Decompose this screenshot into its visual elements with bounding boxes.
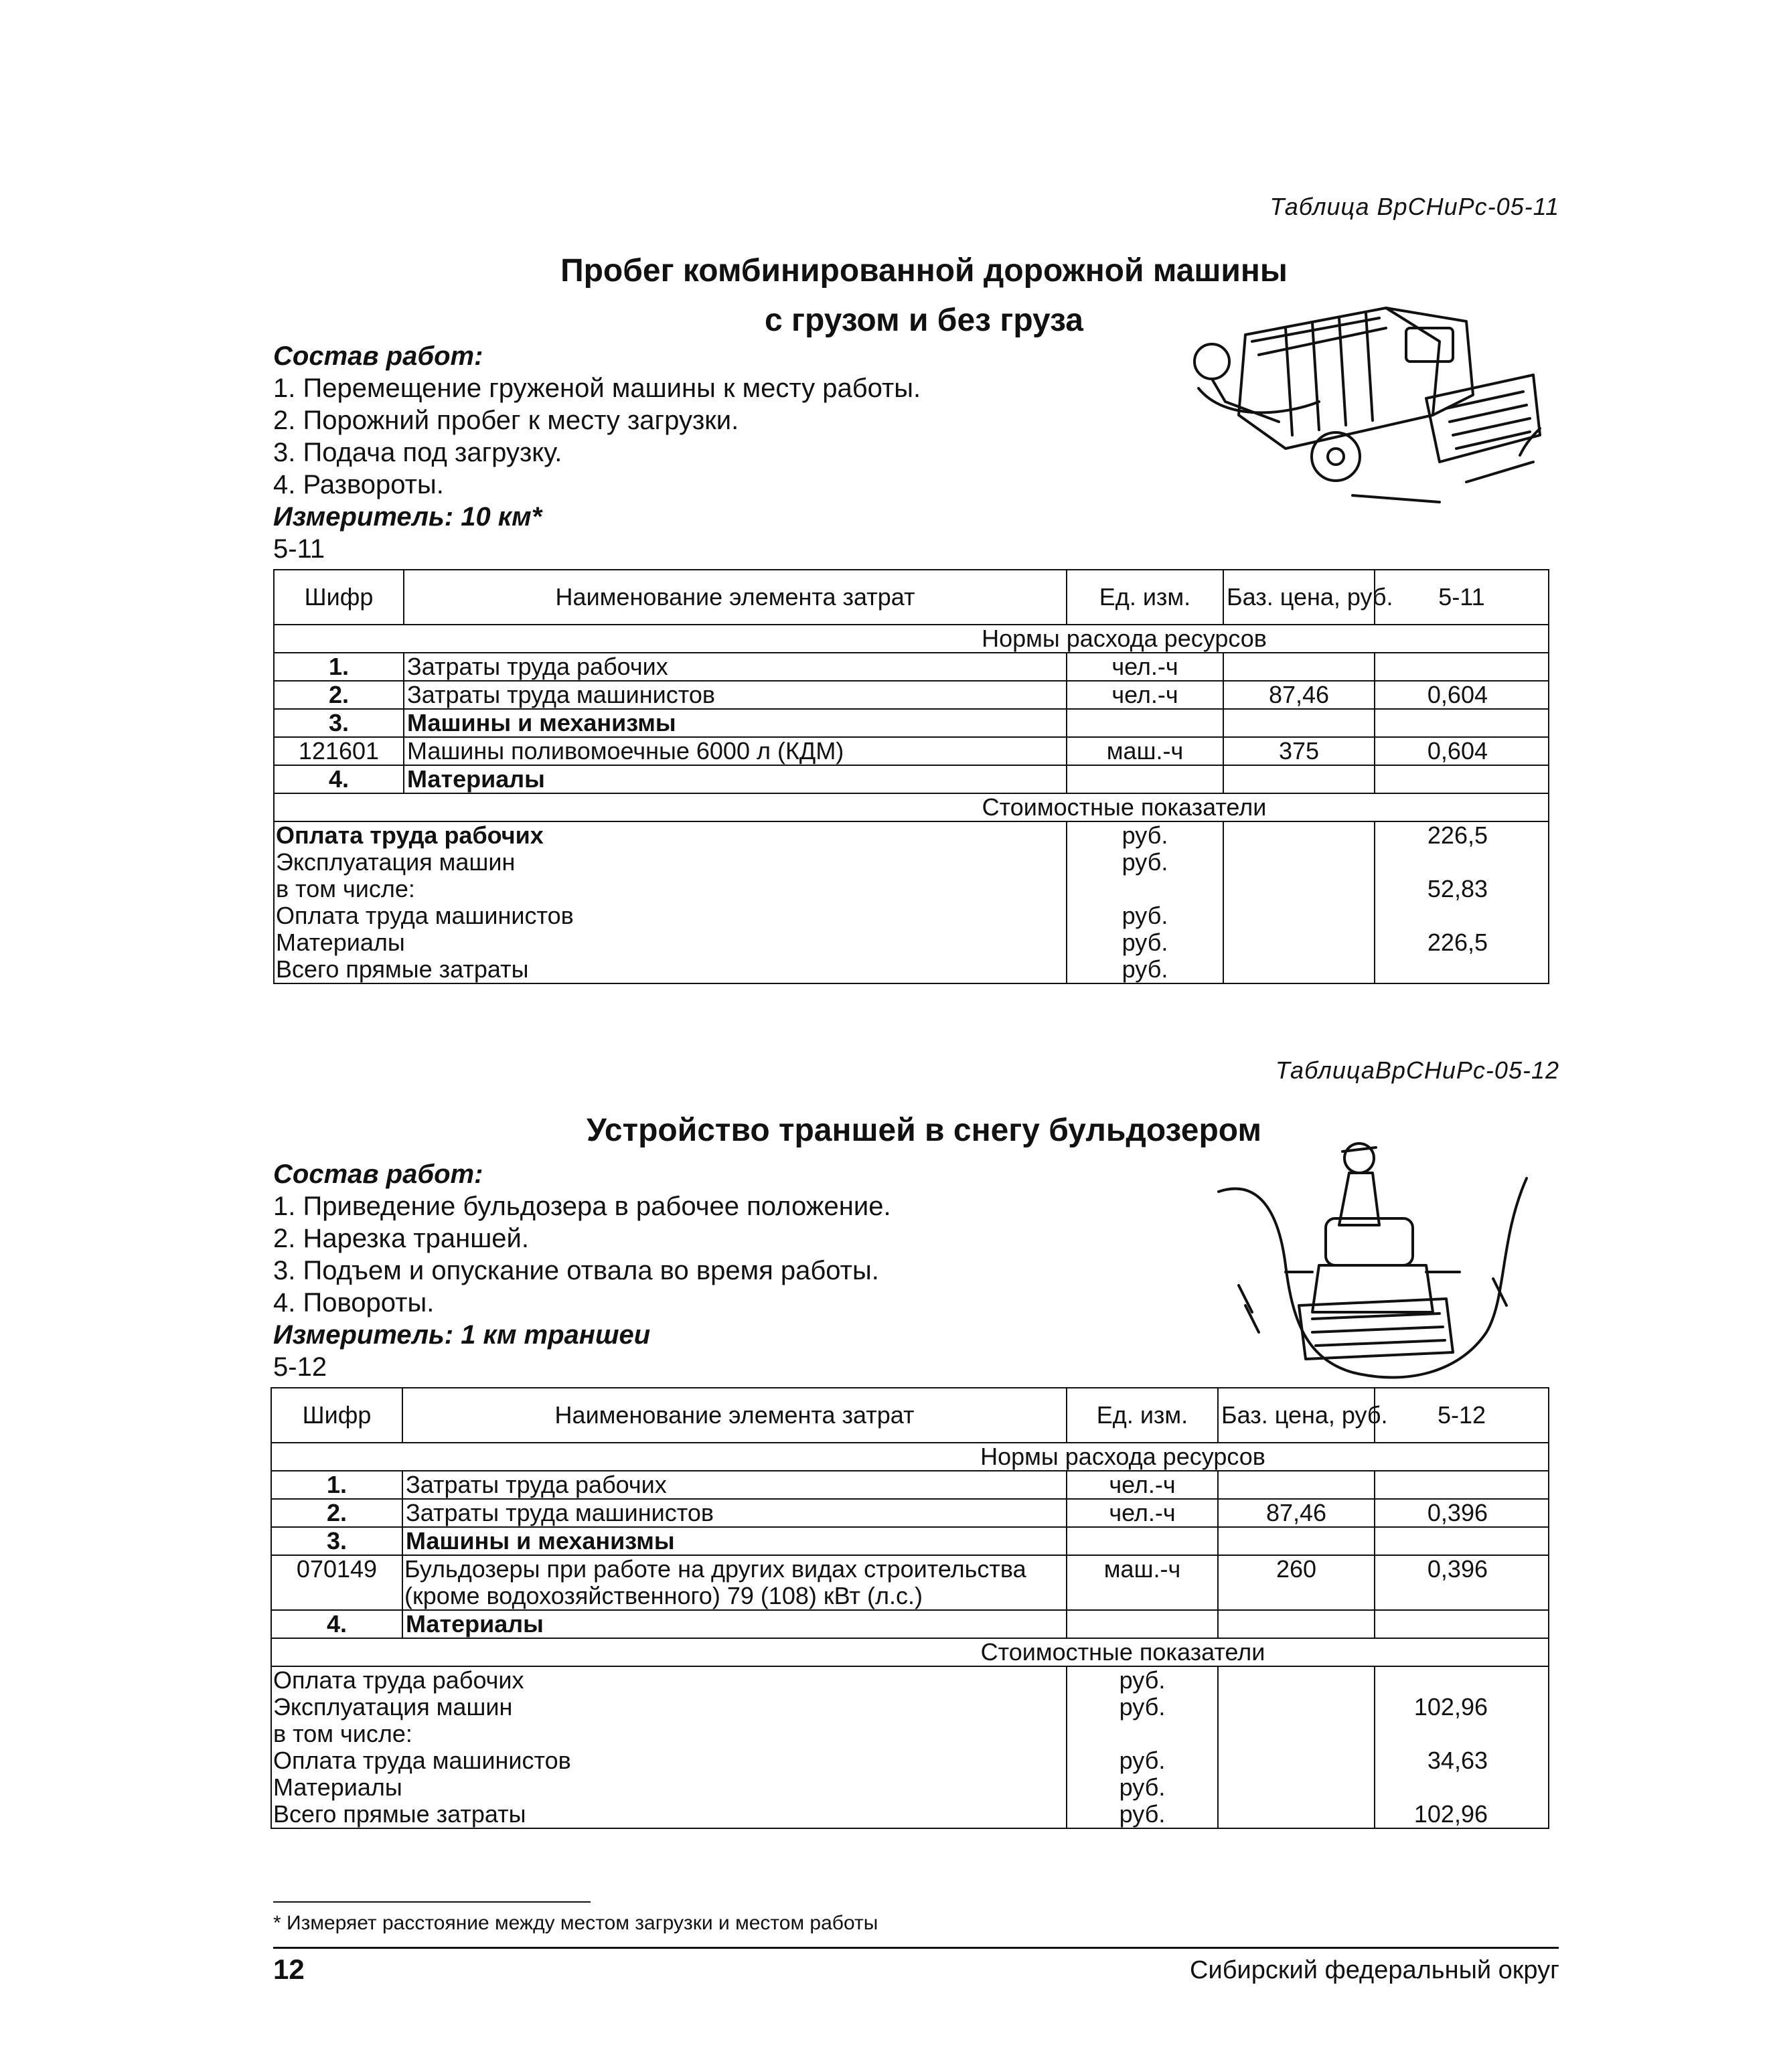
cost-name: Оплата труда рабочих (276, 821, 544, 849)
step: 3. Подъем и опускание отвала во время работы. (273, 1256, 879, 1285)
measure: Измеритель: 1 км траншеи (273, 1320, 651, 1350)
norms-caption: Нормы расхода ресурсов (271, 1443, 1549, 1471)
cost-value (1377, 849, 1488, 876)
cost-unit: руб. (1122, 902, 1168, 929)
cost-value (1377, 902, 1488, 929)
region-name: Сибирский федеральный округ (1190, 1956, 1559, 1984)
cost-value: 102,96 (1413, 1693, 1488, 1721)
norms-table-05-11 (273, 569, 1549, 984)
cost-name: Оплата труда машинистов (276, 902, 574, 929)
work-composition (273, 340, 921, 565)
step: 4. Повороты. (273, 1288, 435, 1318)
bulldozer-illustration (1205, 1131, 1540, 1386)
composition-label: Состав работ: (273, 341, 483, 371)
cost-value: 102,96 (1413, 1800, 1488, 1828)
table-row: 3. Машины и механизмы (274, 709, 1549, 737)
table-row: 1. Затраты труда рабочих чел.-ч (274, 653, 1549, 681)
table-row: 121601 Машины поливомоечные 6000 л (КДМ) маш.-ч 375 0,604 (274, 737, 1549, 765)
cost-unit: руб. (1122, 955, 1168, 983)
step: 2. Нарезка траншей. (273, 1224, 529, 1253)
cost-unit: руб. (1119, 1666, 1166, 1694)
cost-unit (1069, 876, 1221, 902)
col-header-code: 5-11 (1375, 570, 1549, 625)
cost-unit (1069, 1721, 1216, 1747)
cost-value: 226,5 (1427, 821, 1488, 849)
col-header-price: Баз. цена, руб. (1218, 1388, 1375, 1443)
step: 4. Развороты. (273, 470, 444, 499)
col-header-cipher: Шифр (274, 570, 404, 625)
col-header-unit: Ед. изм. (1067, 570, 1223, 625)
cost-value: 226,5 (1427, 929, 1488, 956)
page-number: 12 (273, 1954, 305, 1985)
cost-unit: руб. (1122, 821, 1168, 849)
cost-caption: Стоимостные показатели (274, 793, 1549, 821)
norms-table-05-12 (271, 1387, 1549, 1829)
measure: Измеритель: 10 км* (273, 502, 542, 532)
cost-unit: руб. (1119, 1773, 1166, 1801)
cost-unit: руб. (1119, 1747, 1166, 1774)
cost-name: Эксплуатация машин (273, 1693, 513, 1721)
cost-value (1377, 1667, 1488, 1694)
cost-unit: руб. (1119, 1693, 1166, 1721)
table-row: 4. Материалы (271, 1610, 1549, 1638)
table-row: 1. Затраты труда рабочих чел.-ч (271, 1471, 1549, 1499)
cost-block (271, 1666, 1549, 1828)
cost-value: 52,83 (1427, 875, 1488, 902)
norms-caption: Нормы расхода ресурсов (274, 625, 1549, 653)
table-row: 3. Машины и механизмы (271, 1527, 1549, 1555)
table-row: 2. Затраты труда машинистов чел.-ч 87,46 0,396 (271, 1499, 1549, 1527)
footer-rule (273, 1947, 1559, 1949)
col-header-unit: Ед. изм. (1067, 1388, 1218, 1443)
cost-value (1377, 1721, 1488, 1747)
cost-name: Материалы (276, 929, 405, 956)
table-code: 5-11 (273, 534, 325, 564)
composition-label: Состав работ: (273, 1160, 483, 1189)
table-row: 2. Затраты труда машинистов чел.-ч 87,46 0,604 (274, 681, 1549, 709)
title-line: Пробег комбинированной дорожной машины (560, 253, 1288, 289)
col-header-name: Наименование элемента затрат (404, 570, 1067, 625)
cost-name: Материалы (273, 1773, 402, 1801)
table-code: 5-12 (273, 1352, 327, 1382)
col-header-price: Баз. цена, руб. (1223, 570, 1375, 625)
cost-name: в том числе: (273, 1720, 412, 1747)
cost-name: в том числе: (276, 875, 415, 902)
step: 2. Порожний пробег к месту загрузки. (273, 406, 739, 435)
step: 1. Приведение бульдозера в рабочее положение. (273, 1192, 891, 1221)
road-machine-illustration (1185, 281, 1547, 536)
cost-caption: Стоимостные показатели (271, 1638, 1549, 1666)
cost-name: Оплата труда рабочих (273, 1666, 524, 1694)
cost-value (1377, 1774, 1488, 1801)
cost-value: 34,63 (1427, 1747, 1488, 1774)
table-ref: ТаблицаВрСНиРс-05-12 (1275, 1056, 1559, 1084)
table-row: 070149 Бульдозеры при работе на других видах строительства (кроме водохозяйственного) 79 (108) кВт (л.с.) маш.-ч 260 0,396 (271, 1555, 1549, 1610)
step: 1. Перемещение груженой машины к месту работы. (273, 374, 921, 403)
col-header-code: 5-12 (1375, 1388, 1549, 1443)
cost-unit: руб. (1122, 848, 1168, 876)
cost-block (274, 821, 1549, 983)
col-header-cipher: Шифр (271, 1388, 402, 1443)
cost-name: Всего прямые затраты (273, 1800, 526, 1828)
title-line: Устройство траншей в снегу бульдозером (587, 1113, 1261, 1148)
table-ref: Таблица ВрСНиРс-05-11 (1269, 193, 1559, 220)
cost-unit: руб. (1122, 929, 1168, 956)
cost-unit: руб. (1119, 1800, 1166, 1828)
table-row: 4. Материалы (274, 765, 1549, 793)
footnote-rule (273, 1901, 591, 1903)
col-header-name: Наименование элемента затрат (402, 1388, 1067, 1443)
work-composition (273, 1158, 891, 1383)
cost-name: Эксплуатация машин (276, 848, 516, 876)
step: 3. Подача под загрузку. (273, 438, 562, 467)
title-line: с грузом и без груза (764, 303, 1083, 338)
cost-name: Всего прямые затраты (276, 955, 529, 983)
footnote: * Измеряет расстояние между местом загрузки и местом работы (273, 1912, 878, 1934)
cost-name: Оплата труда машинистов (273, 1747, 571, 1774)
